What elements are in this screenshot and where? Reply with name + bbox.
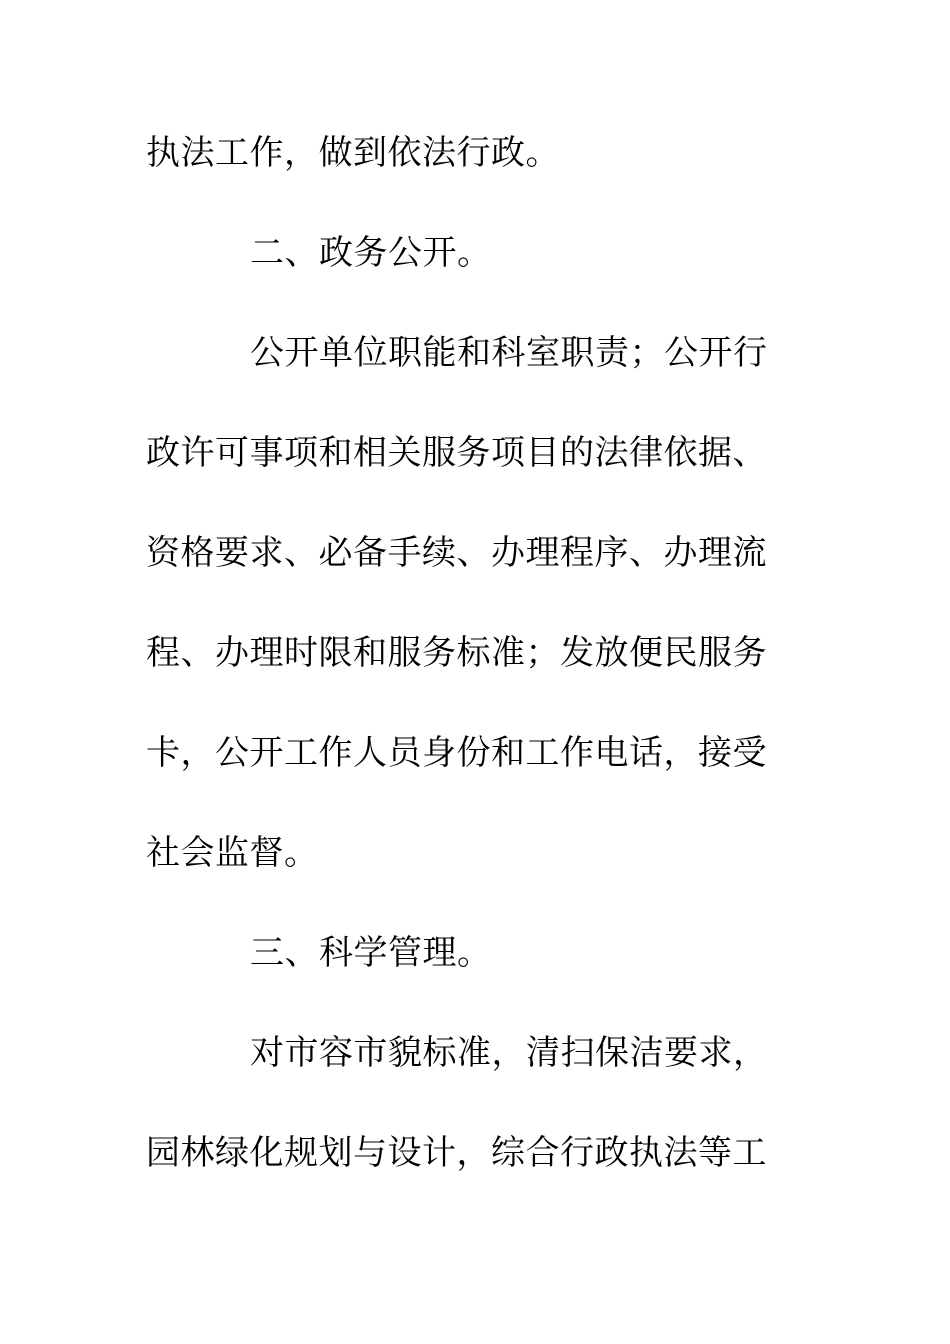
body-text-line-10: 对市容市貌标准，清扫保洁要求， bbox=[250, 1033, 768, 1073]
section-heading-3: 三、科学管理。 bbox=[250, 933, 492, 973]
body-text-line-3: 公开单位职能和科室职责；公开行 bbox=[250, 333, 768, 373]
section-heading-2: 二、政务公开。 bbox=[250, 233, 492, 273]
body-text-line-11: 园林绿化规划与设计，综合行政执法等工 bbox=[146, 1133, 767, 1173]
body-text-line-7: 卡，公开工作人员身份和工作电话，接受 bbox=[146, 733, 767, 773]
body-text-line-5: 资格要求、必备手续、办理程序、办理流 bbox=[146, 533, 767, 573]
body-text-line-4: 政许可事项和相关服务项目的法律依据、 bbox=[146, 433, 767, 473]
body-text-line-8: 社会监督。 bbox=[146, 833, 319, 873]
body-text-line-1: 执法工作，做到依法行政。 bbox=[146, 133, 560, 173]
body-text-line-6: 程、办理时限和服务标准；发放便民服务 bbox=[146, 633, 767, 673]
